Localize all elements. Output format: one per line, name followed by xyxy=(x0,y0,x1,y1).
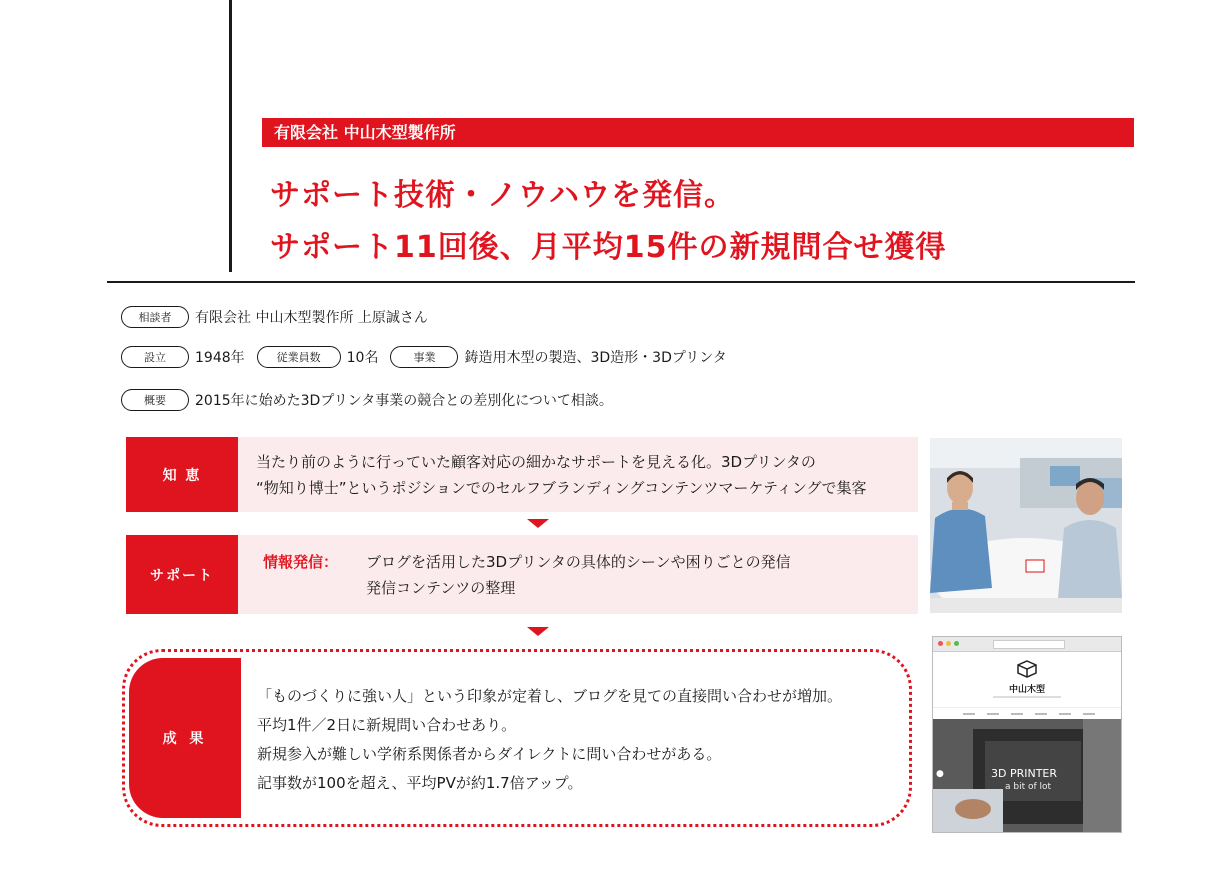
window-dot-icon xyxy=(938,641,943,646)
site-logo-text: 中山木型 xyxy=(1008,685,1045,695)
summary-label: 概要 xyxy=(121,389,189,411)
chie-label: 知 恵 xyxy=(126,437,238,512)
founded-label: 設立 xyxy=(121,346,189,368)
window-dot-icon xyxy=(946,641,951,646)
support-text xyxy=(263,549,791,601)
employees-label: 従業員数 xyxy=(257,346,341,368)
business-label: 事業 xyxy=(390,346,458,368)
result-line-1: 「ものづくりに強い人」という印象が定着し、ブログを見ての直接問い合わせが増加。 xyxy=(257,687,843,705)
cube-logo-icon xyxy=(1017,660,1037,678)
result-label: 成 果 xyxy=(129,658,241,818)
chie-text xyxy=(256,449,867,501)
address-bar xyxy=(993,640,1065,649)
support-tag: 情報発信： xyxy=(263,553,339,571)
company-facts-row xyxy=(121,346,739,368)
business-value: 鋳造用木型の製造、3D造形・3Dプリンタ xyxy=(464,350,727,366)
consultant-value: 有限会社 中山木型製作所 上原誠さん xyxy=(195,310,428,326)
headline-line-2: サポート11回後、月平均15件の新規問合せ獲得 xyxy=(270,230,947,265)
headline-line-1: サポート技術・ノウハウを発信。 xyxy=(270,178,735,213)
result-line-4: 記事数が100を超え、平均PVが約1.7倍アップ。 xyxy=(257,774,583,792)
consultant-label: 相談者 xyxy=(121,306,189,328)
consultation-photo-graphic xyxy=(930,438,1122,613)
hero-subtitle: a bit of lot xyxy=(1005,782,1052,792)
tagline-placeholder xyxy=(993,696,1061,698)
hero-title: 3D PRINTER xyxy=(991,767,1058,780)
carousel-prev-icon[interactable]: ● xyxy=(936,769,944,779)
result-box xyxy=(122,649,912,827)
result-text xyxy=(257,682,842,798)
site-header xyxy=(933,652,1121,707)
vertical-rule xyxy=(229,0,232,272)
result-line-3: 新規参入が難しい学術系関係者からダイレクトに問い合わせがある。 xyxy=(257,745,722,763)
horizontal-rule xyxy=(107,281,1135,283)
consultant-row xyxy=(121,306,440,328)
blog-website-screenshot xyxy=(932,636,1122,833)
support-line-1: ブログを活用した3Dプリンタの具体的シーンや困りごとの発信 xyxy=(366,553,791,571)
window-dot-icon xyxy=(954,641,959,646)
chie-line-1: 当たり前のように行っていた顧客対応の細かなサポートを見える化。3Dプリンタの xyxy=(256,453,816,471)
hero-image xyxy=(933,719,1121,832)
founded-value: 1948年 xyxy=(195,350,245,366)
result-line-2: 平均1件／2日に新規問い合わせあり。 xyxy=(257,716,517,734)
browser-bar xyxy=(933,637,1121,652)
nav-items xyxy=(963,713,1101,715)
support-label: サポート xyxy=(126,535,238,614)
employees-value: 10名 xyxy=(346,350,379,366)
chie-line-2: “物知り博士”というポジションでのセルフブランディングコンテンツマーケティングで集客 xyxy=(256,479,867,497)
chie-box xyxy=(126,437,918,512)
summary-row xyxy=(121,389,625,411)
consultation-photo xyxy=(930,438,1122,613)
company-name-bar: 有限会社 中山木型製作所 xyxy=(262,118,1134,147)
down-arrow-icon xyxy=(527,627,549,636)
summary-value: 2015年に始めた3Dプリンタ事業の競合との差別化について相談。 xyxy=(195,393,613,409)
down-arrow-icon xyxy=(527,519,549,528)
support-box xyxy=(126,535,918,614)
support-line-2: 発信コンテンツの整理 xyxy=(366,579,516,597)
